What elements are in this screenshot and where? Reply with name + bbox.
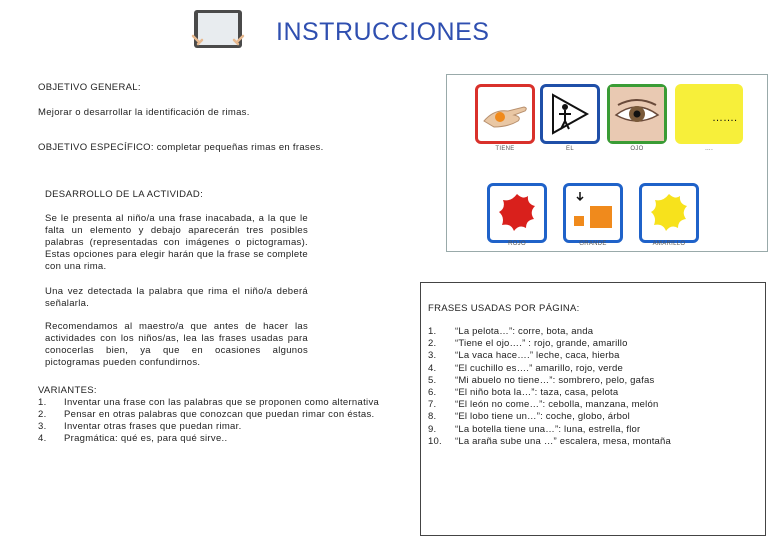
- card-tiene-caption: TIENE: [495, 146, 515, 152]
- eye-icon: [610, 87, 664, 141]
- option-amarillo[interactable]: [639, 183, 699, 243]
- list-item: 1. Inventar una frase con las palabras que se proponen como alternativa: [38, 397, 380, 408]
- objetivo-general-text: Mejorar o desarrollar la identificación de rimas.: [38, 107, 250, 118]
- list-item: 3. “La vaca hace….” leche, caca, hierba: [428, 350, 620, 362]
- list-item: 4. Pragmática: qué es, para qué sirve..: [38, 433, 228, 444]
- option-amarillo-caption: AMARILLO: [652, 241, 686, 247]
- card-el: [540, 84, 600, 144]
- option-rojo[interactable]: [487, 183, 547, 243]
- list-item: 4. “El cuchillo es….” amarillo, rojo, verde: [428, 362, 623, 374]
- option-rojo-caption: ROJO: [508, 241, 526, 247]
- desarrollo-paragraph-2: Una vez detectada la palabra que rima el niño/a deberá señalarla.: [45, 286, 308, 309]
- list-item: 8. “El lobo tiene un…”: coche, globo, árbol: [428, 411, 630, 423]
- list-item: 2. “Tiene el ojo….” : rojo, grande, amarillo: [428, 338, 628, 350]
- variantes-heading: VARIANTES:: [38, 385, 97, 396]
- big-small-squares-icon: [566, 186, 620, 240]
- list-item: 7. “El león no come…”: cebolla, manzana, melón: [428, 399, 659, 411]
- card-ojo-caption: OJO: [630, 146, 644, 152]
- desarrollo-paragraph-3: Recomendamos al maestro/a que antes de hacer las actividades con los niños/as, lea las frases usadas para conocerlas bien, ya que en ocasiones algunos pictogramas pueden confundirnos.: [45, 321, 308, 368]
- frases-box: [420, 282, 766, 536]
- tablet-icon: [190, 8, 246, 50]
- article-pictogram-icon: [543, 87, 597, 141]
- variantes-list: [38, 397, 398, 445]
- yellow-splash-icon: [642, 186, 696, 240]
- list-item: 2. Pensar en otras palabras que conozcan que puedan rimar con éstas.: [38, 409, 375, 420]
- objetivo-especifico: OBJETIVO ESPECÍFICO: completar pequeñas rimas en frases.: [38, 142, 324, 153]
- list-item: 3. Inventar otras frases que puedan rimar.: [38, 421, 242, 432]
- activity-example-frame: [446, 74, 768, 252]
- option-grande-caption: GRANDE: [579, 241, 607, 247]
- card-tiene: [475, 84, 535, 144]
- frases-heading: FRASES USADAS POR PÁGINA:: [428, 303, 580, 314]
- card-ellipsis-caption: ….: [704, 146, 714, 152]
- option-grande[interactable]: [563, 183, 623, 243]
- desarrollo-heading: DESARROLLO DE LA ACTIVIDAD:: [45, 189, 204, 200]
- desarrollo-paragraph-1: Se le presenta al niño/a una frase inacabada, a la que le falta un elemento y debajo aparecerán tres posibles palabras (representadas con imágenes o pictogramas). Estas opciones para elegir harán que la frase se complete con una rima.: [45, 213, 308, 272]
- list-item: 10. “La araña sube una …” escalera, mesa, montaña: [428, 435, 672, 447]
- card-ellipsis: [675, 84, 743, 144]
- ellipsis-label: …….: [711, 112, 737, 124]
- hand-icon: [478, 87, 532, 141]
- page-title: INSTRUCCIONES: [276, 18, 490, 46]
- frases-list: [428, 326, 764, 448]
- list-item: 5. “Mi abuelo no tiene…”: sombrero, pelo, gafas: [428, 374, 655, 386]
- list-item: 1. “La pelota…”: corre, bota, anda: [428, 326, 594, 337]
- list-item: 9. “La botella tiene una…”: luna, estrella, flor: [428, 423, 641, 435]
- red-splash-icon: [490, 186, 544, 240]
- objetivo-general-heading: OBJETIVO GENERAL:: [38, 82, 141, 93]
- card-ojo: [607, 84, 667, 144]
- card-el-caption: EL: [566, 146, 574, 152]
- list-item: 6. “El niño bota la…”: taza, casa, pelota: [428, 387, 619, 399]
